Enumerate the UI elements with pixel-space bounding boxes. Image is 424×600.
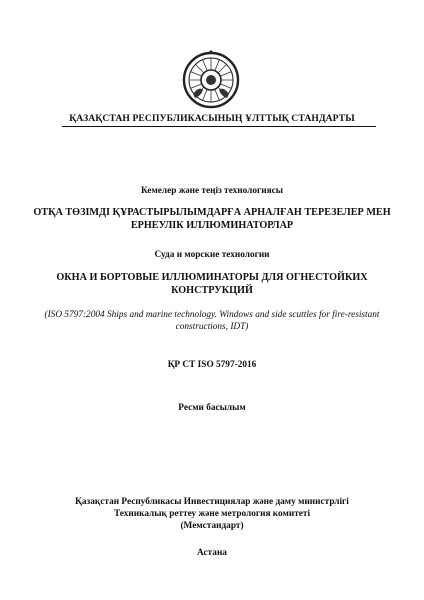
publisher-line3: (Мемстандарт) xyxy=(180,521,244,531)
publisher-line2: Техникалық реттеу және метрология комитеті xyxy=(113,509,311,519)
russian-subject: Суда и морские технологии xyxy=(154,250,270,260)
kazakh-title-line2: ЕРНЕУЛІК ИЛЛЮМИНАТОРЛАР xyxy=(130,220,294,231)
header-divider xyxy=(62,126,376,127)
publication-city: Астана xyxy=(197,548,227,558)
iso-reference-line2: constructions, IDT) xyxy=(175,322,249,332)
iso-reference-line1: (ISO 5797:2004 Ships and marine technology. Windows and side scuttles for fire-resistant xyxy=(44,310,380,320)
kazakhstan-state-emblem-icon xyxy=(181,50,241,110)
standard-header-title: ҚАЗАҚСТАН РЕСПУБЛИКАСЫНЫҢ ҰЛТТЫҚ СТАНДАРТЫ xyxy=(69,113,355,124)
publisher-line1: Қазақстан Республикасы Инвестициялар және даму министрлігі xyxy=(75,497,349,507)
official-edition-label: Ресми басылым xyxy=(178,403,246,413)
kazakh-subject: Кемелер және теңіз технологиясы xyxy=(140,186,284,196)
russian-title-line2: КОНСТРУКЦИЙ xyxy=(171,285,253,296)
kazakh-title-line1: ОТҚА ТӨЗІМДІ ҚҰРАСТЫРЫЛЫМДАРҒА АРНАЛҒАН ТЕРЕЗЕЛЕР МЕН xyxy=(33,207,391,218)
russian-title-line1: ОКНА И БОРТОВЫЕ ИЛЛЮМИНАТОРЫ ДЛЯ ОГНЕСТОЙКИХ xyxy=(56,272,368,283)
standard-designation: ҚР СТ ISO 5797-2016 xyxy=(167,360,257,370)
